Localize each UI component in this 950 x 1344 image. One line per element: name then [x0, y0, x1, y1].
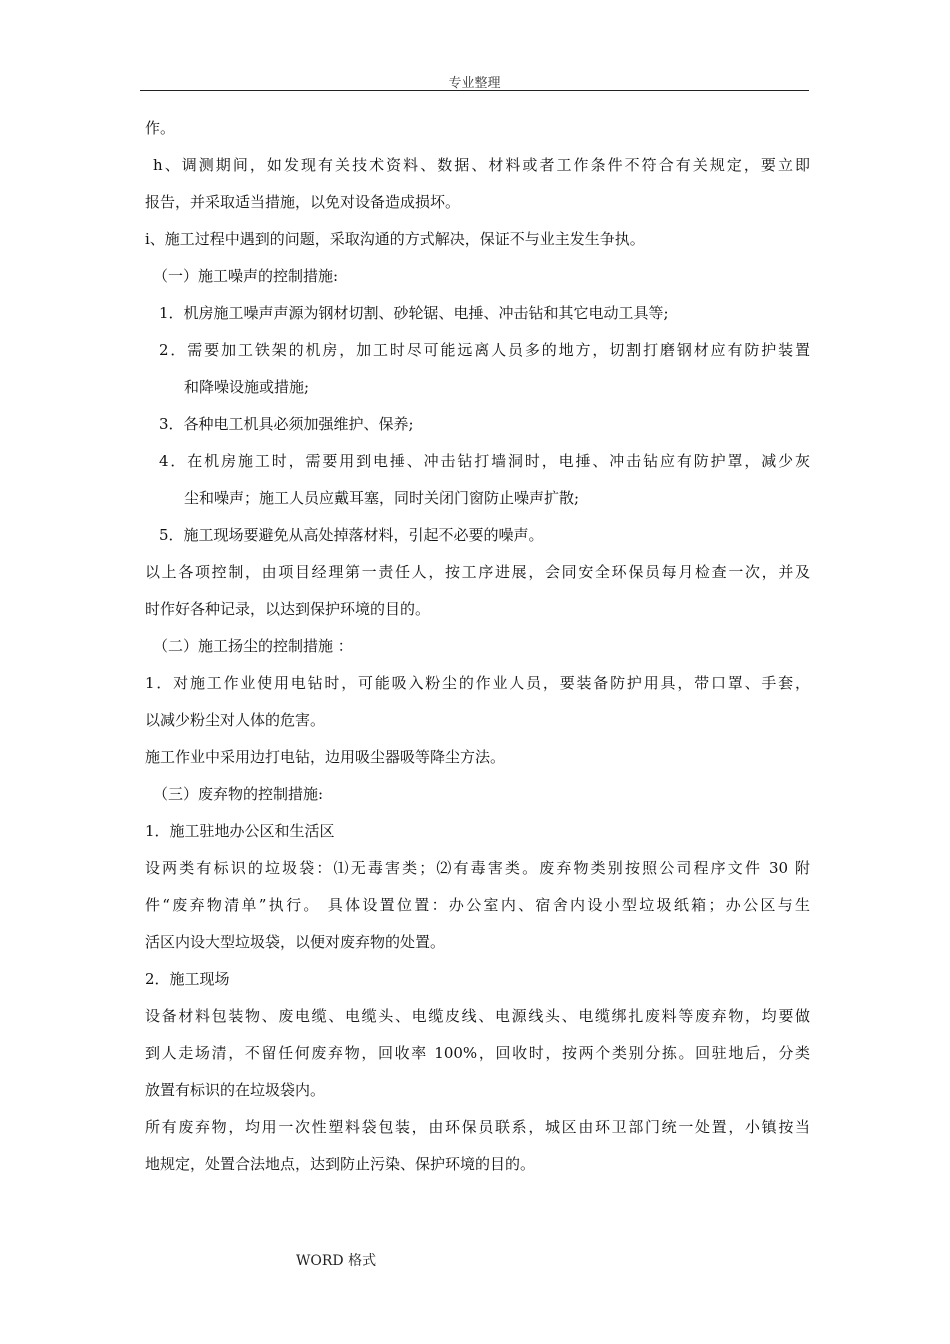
- list-item: 3．各种电工机具必须加强维护、保养;: [159, 415, 414, 433]
- body-line: 件“废弃物清单”执行。 具体设置位置：办公室内、宿舍内设小型垃圾纸箱；办公区与生: [145, 896, 810, 914]
- section-heading: （三）废弃物的控制措施:: [153, 785, 324, 803]
- page-footer-text: WORD 格式: [296, 1253, 377, 1269]
- body-line: 施工作业中采用边打电钻，边用吸尘器吸等降尘方法。: [145, 748, 506, 766]
- body-line: h、调测期间，如发现有关技术资料、数据、材料或者工作条件不符合有关规定，要立即: [153, 156, 810, 174]
- body-line: 所有废弃物，均用一次性塑料袋包装，由环保员联系，城区由环卫部门统一处置，小镇按当: [145, 1118, 810, 1136]
- header-divider: [140, 90, 809, 91]
- body-line: 报告，并采取适当措施，以免对设备造成损坏。: [145, 193, 461, 211]
- body-line: 地规定，处置合法地点，达到防止污染、保护环境的目的。: [145, 1155, 536, 1173]
- body-line: 放置有标识的在垃圾袋内。: [145, 1081, 326, 1099]
- body-line: 设备材料包装物、废电缆、电缆头、电缆皮线、电源线头、电缆绑扎废料等废弃物，均要做: [145, 1007, 810, 1025]
- body-line: 以上各项控制，由项目经理第一责任人，按工序进展，会同安全环保员每月检查一次，并及: [145, 563, 810, 581]
- subsection-heading: 2．施工现场: [145, 970, 230, 988]
- body-line: 作。: [145, 119, 176, 137]
- body-line: 时作好各种记录，以达到保护环境的目的。: [145, 600, 431, 618]
- body-line: 到人走场清，不留任何废弃物，回收率 100%，回收时，按两个类别分拣。回驻地后，分类: [145, 1044, 810, 1062]
- page-header-title: 专业整理: [448, 76, 501, 91]
- section-heading: （一）施工噪声的控制措施:: [153, 267, 339, 285]
- section-heading: （二）施工扬尘的控制措施 ：: [153, 637, 353, 655]
- list-item: 5．施工现场要避免从高处掉落材料，引起不必要的噪声。: [159, 526, 544, 544]
- body-line: i、施工过程中遇到的问题，采取沟通的方式解决，保证不与业主发生争执。: [145, 230, 645, 248]
- document-body: [145, 110, 810, 1183]
- body-line: 活区内设大型垃圾袋，以便对废弃物的处置。: [145, 933, 446, 951]
- body-line: 1．对施工作业使用电钻时，可能吸入粉尘的作业人员，要装备防护用具，带口罩、手套，: [145, 674, 810, 692]
- body-line: 设两类有标识的垃圾袋：⑴无毒害类；⑵有毒害类。废弃物类别按照公司程序文件 30 附: [145, 859, 810, 877]
- list-item: 1．机房施工噪声声源为钢材切割、砂轮锯、电捶、冲击钻和其它电动工具等;: [159, 304, 669, 322]
- list-item-continuation: 和降噪设施或措施;: [184, 378, 310, 396]
- body-line: 以减少粉尘对人体的危害。: [145, 711, 326, 729]
- list-item-continuation: 尘和噪声；施工人员应戴耳塞，同时关闭门窗防止噪声扩散;: [184, 489, 580, 507]
- subsection-heading: 1．施工驻地办公区和生活区: [145, 822, 335, 840]
- list-item: 2．需要加工铁架的机房，加工时尽可能远离人员多的地方，切割打磨钢材应有防护装置: [159, 341, 810, 359]
- list-item: 4．在机房施工时，需要用到电捶、冲击钻打墙洞时，电捶、冲击钻应有防护罩，减少灰: [159, 452, 810, 470]
